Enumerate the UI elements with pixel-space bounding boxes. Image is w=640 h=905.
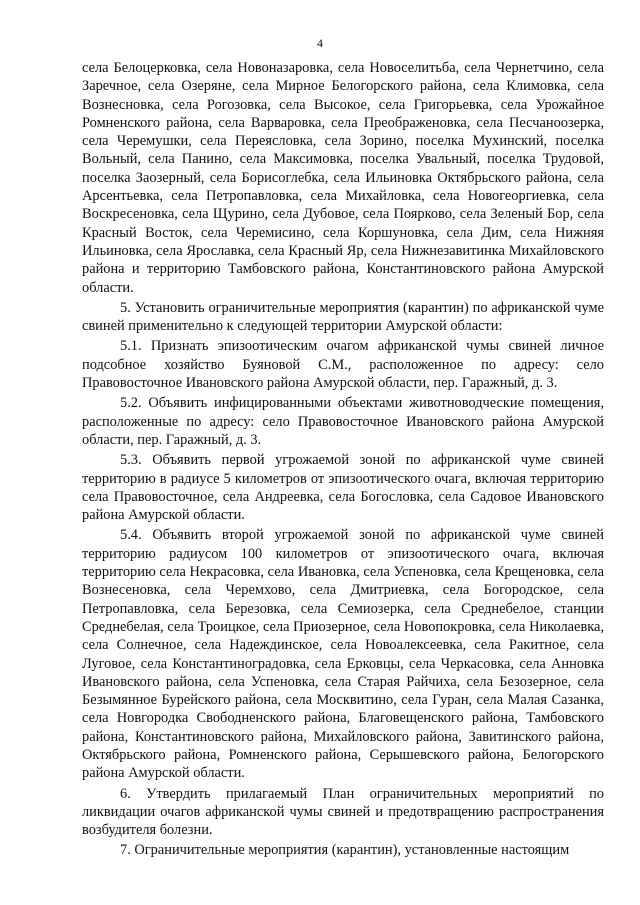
page-number: 4	[317, 36, 323, 50]
paragraph-item-5-3: 5.3. Объявить первой угрожаемой зоной по африканской чуме свиней территорию в радиусе 5 километров от эпизоотического очага, включая территорию села Правовосточное, села Андреевка, села Богословка, села Садовое Ивановского района Амурской области.	[82, 452, 604, 524]
document-body	[82, 59, 604, 860]
paragraph-item-5-1: 5.1. Признать эпизоотическим очагом африканской чумы свиней личное подсобное хозяйство Буяновой С.М., расположенное по адресу: село Правовосточное Ивановского района Амурской области, пер. Гаражный, д. 3.	[82, 338, 604, 392]
paragraph-item-6: 6. Утвердить прилагаемый План ограничительных мероприятий по ликвидации очагов африканской чумы свиней и предотвращению распространения возбудителя болезни.	[82, 785, 604, 839]
paragraph-item-5-2: 5.2. Объявить инфицированными объектами животноводческие помещения, расположенные по адресу: село Правовосточное Ивановского района Амурской области, пер. Гаражный, д. 3.	[82, 395, 604, 448]
paragraph-item-5-4: 5.4. Объявить второй угрожаемой зоной по африканской чуме свиней территорию радиусом 100 километров от эпизоотического очага, включая территорию села Некрасовка, села Ивановка, села Успеновка, села Крещеновка, села Вознесеновка, села Черемхово, села Дмитриевка, села Богородское, села Петропавловка, села Березовка, села Семиозерка, села Среднебелое, станции Среднебелая, села Троицкое, села Приозерное, села Новопокровка, села Николаевка, села Солнечное, села Надеждинское, села Новоалексеевка, села Ракитное, села Луговое, села Константиноградовка, села Ерковцы, села Черкасовка, села Анновка Ивановского района, села Успеновка, села Старая Райчиха, села Безозерное, села Безымянное Бурейского района, села Москвитино, села Гуран, села Малая Сазанка, села Новгородка Свободненского района, Благовещенского района, Тамбовского района, Константиновского района, Михайловского района, Завитинского района, Октябрьского района, Ромненского района, Серышевского района, Белогорского района Амурской области.	[82, 527, 604, 782]
paragraph-settlements-continued: села Белоцерковка, села Новоназаровка, села Новоселитьба, села Чернетчино, села Заречное, села Озеряне, села Мирное Белогорского района, села Климовка, села Вознесновка, села Рогозовка, села Высокое, села Григорьевка, села Урожайное Ромненского района, села Варваровка, села Преображеновка, села Песчаноозерка, села Черемушки, села Переясловка, села Зорино, поселка Мухинский, поселка Вольный, села Панино, села Максимовка, поселка Увальный, поселка Трудовой, поселка Заозерный, села Борисоглебка, села Ильиновка Октябрьского района, села Арсентьевка, села Петропавловка, села Михайловка, села Новогеоргиевка, села Воскресеновка, села Щурино, села Дубовое, села Поярково, села Зеленый Бор, села Красный Восток, села Черемисино, села Коршуновка, села Дим, села Нижняя Ильиновка, села Ярославка, села Красный Яр, села Нижнезавитинка Михайловского района и территорию Тамбовского района, Константиновского района Амурской области.	[82, 60, 604, 296]
paragraph-item-7: 7. Ограничительные мероприятия (карантин), установленные настоящим	[120, 842, 570, 859]
paragraph-item-5: 5. Установить ограничительные мероприятия (карантин) по африканской чуме свиней применительно к следующей территории Амурской области:	[82, 299, 604, 335]
